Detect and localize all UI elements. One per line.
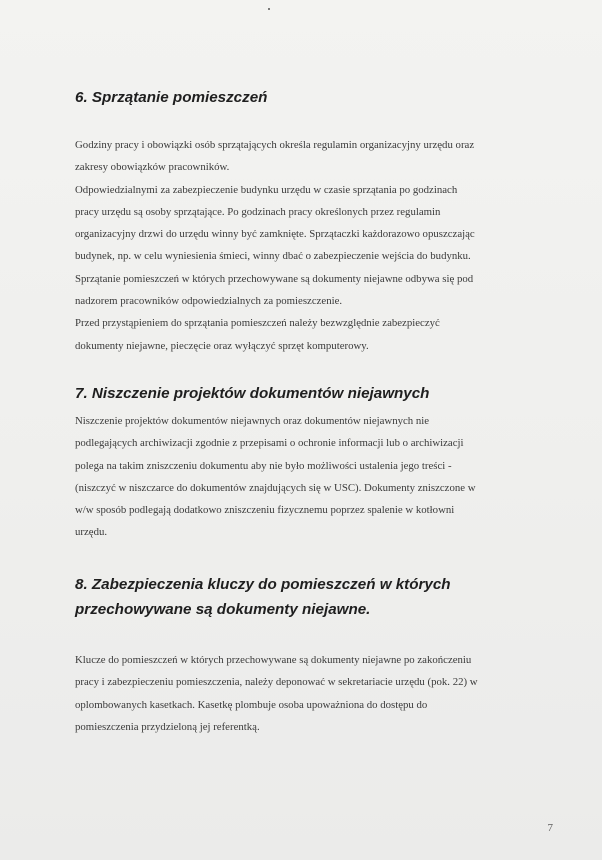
text-line: pracy i zabezpieczeniu pomieszczenia, należy deponować w sekretariacie urzędu (pok. 22) w (75, 676, 478, 689)
text-line: Odpowiedzialnymi za zabezpieczenie budynku urzędu w czasie sprzątania po godzinach (75, 183, 458, 196)
text-line: Sprzątanie pomieszczeń w których przechowywane są dokumenty niejawne odbywa się pod (75, 272, 474, 285)
text-line: Klucze do pomieszczeń w których przechowywane są dokumenty niejawne po zakończeniu (75, 654, 472, 666)
text-line: pracy urzędu są osoby sprzątające. Po godzinach pracy określonych przez regulamin (75, 205, 441, 218)
text-line: podlegających archiwizacji zgodnie z przepisami o ochronie informacji lub o archiwizacji (75, 437, 464, 450)
section-6-heading: 6. Sprzątanie pomieszczeń (75, 89, 268, 106)
text-line: budynek, np. w celu wyniesienia śmieci, winny dbać o zabezpieczenie wejścia do budynku. (75, 250, 471, 263)
text-line: w/w sposób podlegają dodatkowo zniszczeniu fizycznemu poprzez spalenie w kotłowni (75, 504, 455, 517)
text-line: dokumenty niejawne, pieczęcie oraz wyłączyć sprzęt komputerowy. (75, 339, 369, 352)
section-8-heading-line-2: przechowywane są dokumenty niejawne. (75, 601, 371, 618)
text-line: Niszczenie projektów dokumentów niejawnych oraz dokumentów niejawnych nie (75, 415, 430, 427)
text-line: Godziny pracy i obowiązki osób sprzątających określa regulamin organizacyjny urzędu oraz (75, 139, 475, 151)
text-line: urzędu. (75, 526, 108, 539)
section-7-heading: 7. Niszczenie projektów dokumentów niejawnych (75, 385, 430, 402)
section-7-text (75, 410, 545, 544)
text-line: zakresy obowiązków pracowników. (75, 161, 230, 174)
page-number: 7 (547, 822, 553, 834)
scan-speck (268, 8, 270, 10)
text-line: (niszczyć w niszczarce do dokumentów znajdujących się w USC). Dokumenty zniszczone w (75, 481, 476, 494)
text-line: nadzorem pracowników odpowiedzialnych za pomieszczenie. (75, 295, 343, 308)
text-line: oplombowanych kasetkach. Kasetkę plombuje osoba upoważniona do dostępu do (75, 698, 428, 711)
section-8-heading-line-1: 8. Zabezpieczenia kluczy do pomieszczeń w których (75, 576, 451, 593)
section-8-text (75, 649, 545, 738)
section-6-text (75, 134, 545, 357)
text-line: Przed przystąpieniem do sprzątania pomieszczeń należy bezwzględnie zabezpieczyć (75, 317, 440, 330)
text-line: pomieszczenia przydzieloną jej referentką. (75, 720, 260, 733)
text-line: polega na takim zniszczeniu dokumentu aby nie było możliwości ustalenia jego treści - (75, 459, 452, 472)
text-line: organizacyjny drzwi do urzędu winny być zamknięte. Sprzątaczki każdorazowo opuszczając (75, 228, 475, 241)
